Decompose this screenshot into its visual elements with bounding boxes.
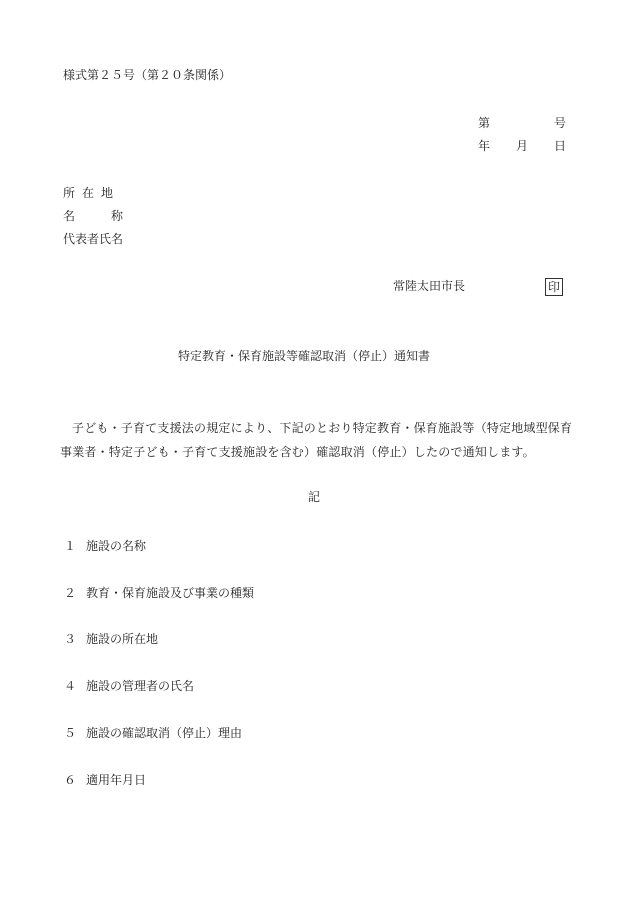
address-label: 所在地 <box>63 186 121 200</box>
item-number: １ <box>64 539 77 553</box>
list-item <box>64 587 254 599</box>
sender-mayor: 常陸太田市長 <box>393 279 466 293</box>
item-label: 施設の確認取消（停止）理由 <box>86 726 243 740</box>
item-label: 施設の管理者の氏名 <box>86 679 195 693</box>
name-label-char-1: 名 <box>63 209 76 223</box>
list-item <box>64 633 158 645</box>
date-month-label: 月 <box>516 139 529 153</box>
document-number-suffix: 号 <box>554 116 567 130</box>
list-item <box>64 680 194 692</box>
item-number: ４ <box>64 679 77 693</box>
item-number: ５ <box>64 726 77 740</box>
document-title: 特定教育・保育施設等確認取消（停止）通知書 <box>178 349 431 363</box>
date-year-label: 年 <box>478 139 491 153</box>
item-label: 施設の名称 <box>86 539 147 553</box>
item-label: 教育・保育施設及び事業の種類 <box>86 586 255 600</box>
item-number: ３ <box>64 632 77 646</box>
name-label-char-2: 称 <box>111 209 124 223</box>
document-number-prefix: 第 <box>478 116 491 130</box>
form-id: 様式第２５号（第２０条関係） <box>63 68 232 82</box>
list-item <box>64 774 146 786</box>
item-label: 施設の所在地 <box>86 632 159 646</box>
item-label: 適用年月日 <box>86 773 147 787</box>
body-paragraph: 子ども・子育て支援法の規定により、下記のとおり特定教育・保育施設等（特定地域型保育事業者・特定子ども・子育て支援施設を含む）確認取消（停止）したので通知します。 <box>60 421 573 459</box>
date-day-label: 日 <box>554 139 567 153</box>
seal-stamp: 印 <box>545 278 563 296</box>
representative-label: 代表者氏名 <box>63 232 124 246</box>
item-number: ２ <box>64 586 77 600</box>
ki-heading: 記 <box>308 490 321 504</box>
list-item <box>64 727 242 739</box>
item-number: ６ <box>64 773 77 787</box>
name-label <box>63 209 124 223</box>
list-item <box>64 540 146 552</box>
